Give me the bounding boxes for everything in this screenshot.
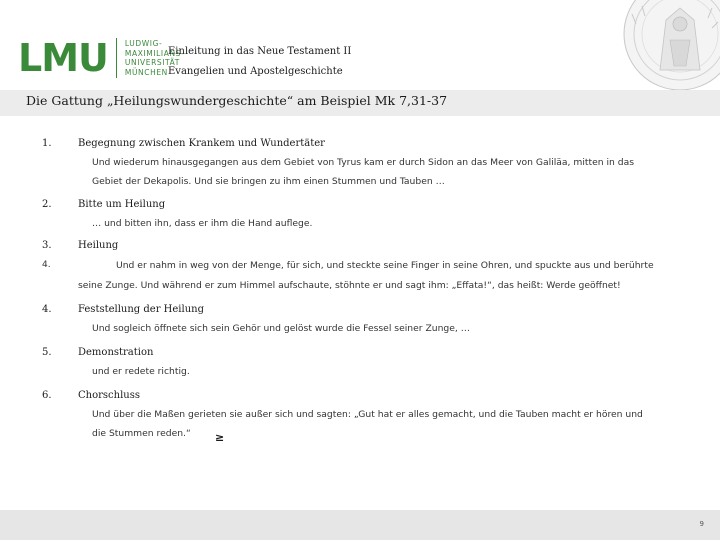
logo-line: MÜNCHEN <box>124 67 168 77</box>
item-heading: Heilung <box>78 240 119 251</box>
item-text: … und bitten ihn, dass er ihm die Hand auflege. <box>92 218 313 229</box>
item-text: Gebiet der Dekapolis. Und sie bringen zu ihm einen Stummen und Tauben … <box>92 176 445 187</box>
item-heading: Feststellung der Heilung <box>78 304 204 315</box>
logo-line: LUDWIG- <box>124 39 163 48</box>
course-title-line2: Evangelien und Apostelgeschichte <box>168 66 343 77</box>
course-title-line1: Einleitung in das Neue Testament II <box>168 46 352 57</box>
logo-line: UNIVERSITÄT <box>124 58 180 67</box>
item-heading: Chorschluss <box>78 390 140 401</box>
item-text: Und er nahm in weg von der Menge, für sich, und steckte seine Finger in seine Ohren, und spuckte aus und berührte <box>116 260 654 271</box>
item-number: 1. <box>42 138 52 149</box>
item-number: 5. <box>42 347 52 358</box>
item-text: die Stummen reden.“ <box>92 428 191 439</box>
item-number: 2. <box>42 199 52 210</box>
lmu-logo <box>18 38 184 78</box>
slide-footer <box>0 510 720 540</box>
slide-header <box>0 0 720 90</box>
item-heading: Begegnung zwischen Krankem und Wundertäter <box>78 138 325 149</box>
item-number: 4. <box>42 304 52 315</box>
page-number: 9 <box>699 520 704 528</box>
section-title: Die Gattung „Heilungswundergeschichte“ am Beispiel Mk 7,31-37 <box>26 93 448 108</box>
item-text: seine Zunge. Und während er zum Himmel aufschaute, stöhnte er und sagt ihm: „Effata!“, das heißt: Werde geöffnet! <box>78 280 621 291</box>
item-number: 4. <box>42 260 51 270</box>
item-number: 6. <box>42 390 52 401</box>
logo-divider <box>116 38 117 78</box>
item-heading: Bitte um Heilung <box>78 199 166 210</box>
university-seal-icon <box>612 0 720 90</box>
item-number: 3. <box>42 240 52 251</box>
item-text: Und sogleich öffnete sich sein Gehör und gelöst wurde die Fessel seiner Zunge, … <box>92 323 470 334</box>
geq-symbol: ≥ <box>215 431 225 444</box>
logo-mark: LMU <box>18 36 108 80</box>
course-title <box>168 42 351 82</box>
item-text: Und über die Maßen gerieten sie außer sich und sagten: „Gut hat er alles gemacht, und die Tauben macht er hören und <box>92 409 643 420</box>
item-text: Und wiederum hinausgegangen aus dem Gebiet von Tyrus kam er durch Sidon an das Meer von Galiläa, mitten in das <box>92 157 635 168</box>
item-heading: Demonstration <box>78 347 154 358</box>
item-text: und er redete richtig. <box>92 366 190 377</box>
logo-line: MAXIMILIANS- <box>124 48 185 58</box>
